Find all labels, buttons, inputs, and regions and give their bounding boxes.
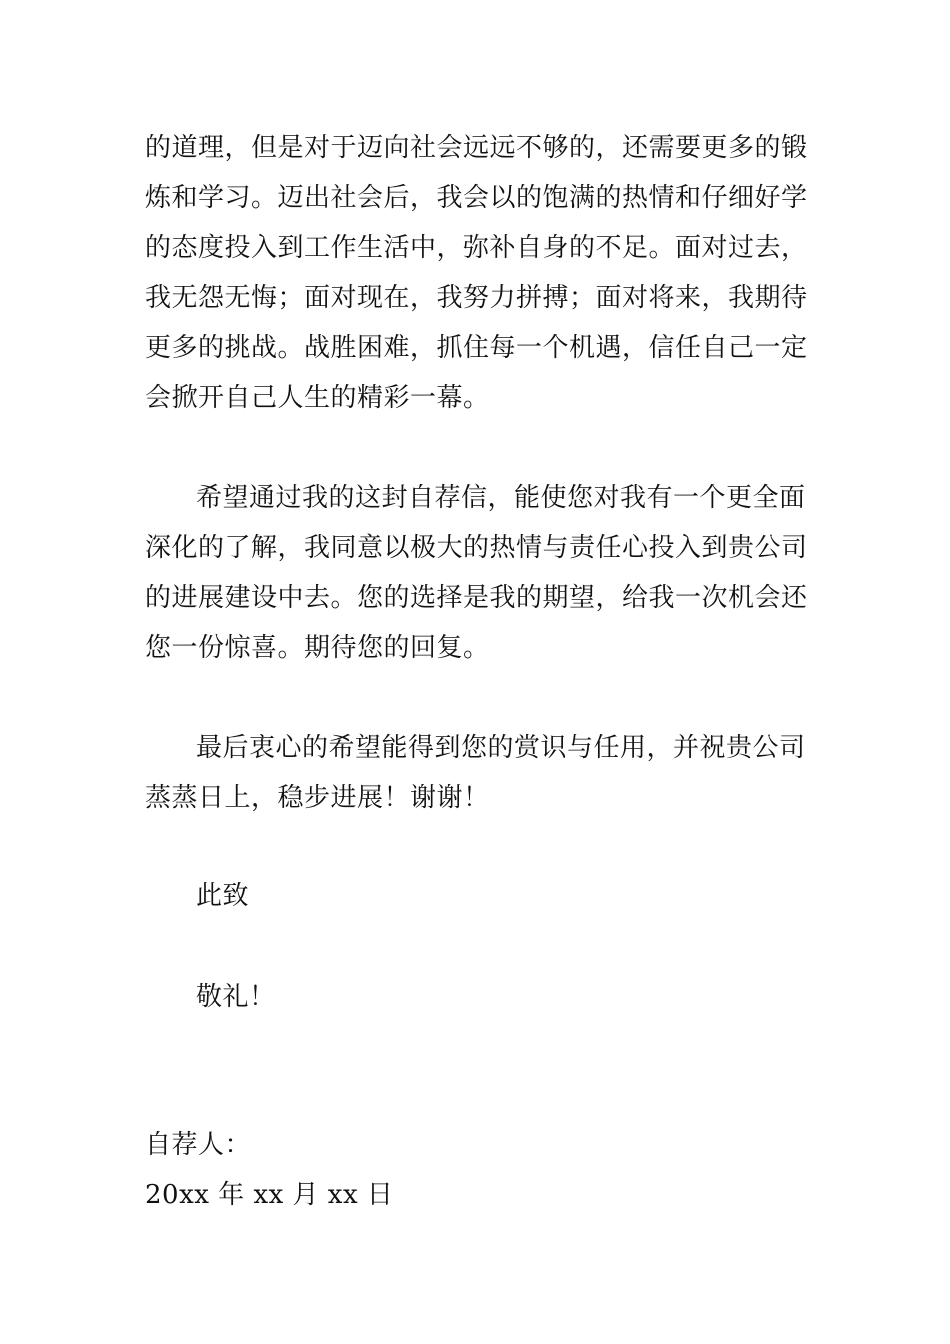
paragraph-2-line-4: 您一份惊喜。期待您的回复。 [145,633,490,663]
paragraph-1-line-5: 更多的挑战。战胜困难，抓住每一个机遇，信任自己一定 [145,333,808,363]
paragraph-1-line-6: 会掀开自己人生的精彩一幕。 [145,383,490,413]
paragraph-1-line-3: 的态度投入到工作生活中，弥补自身的不足。面对过去， [145,233,808,263]
date-text: 20xx 年 xx 月 xx 日 [145,1180,394,1210]
paragraph-2-line-3: 的进展建设中去。您的选择是我的期望，给我一次机会还 [145,583,808,613]
paragraph-2-line-1: 希望通过我的这封自荐信，能使您对我有一个更全面 [196,483,806,513]
paragraph-1-line-4: 我无怨无悔；面对现在，我努力拼搏；面对将来，我期待 [145,283,808,313]
paragraph-1-line-2: 炼和学习。迈出社会后，我会以的饱满的热情和仔细好学 [145,183,808,213]
salute-text: 敬礼！ [196,982,276,1012]
paragraph-1-line-1: 的道理，但是对于迈向社会远远不够的，还需要更多的锻 [145,133,808,163]
paragraph-2-line-2: 深化的了解，我同意以极大的热情与责任心投入到贵公司 [145,533,808,563]
signature-label: 自荐人： [145,1130,252,1160]
paragraph-3-line-2: 蒸蒸日上，稳步进展！谢谢！ [145,783,490,813]
paragraph-3-line-1: 最后衷心的希望能得到您的赏识与任用，并祝贵公司 [196,733,806,763]
closing-text: 此致 [196,881,250,911]
